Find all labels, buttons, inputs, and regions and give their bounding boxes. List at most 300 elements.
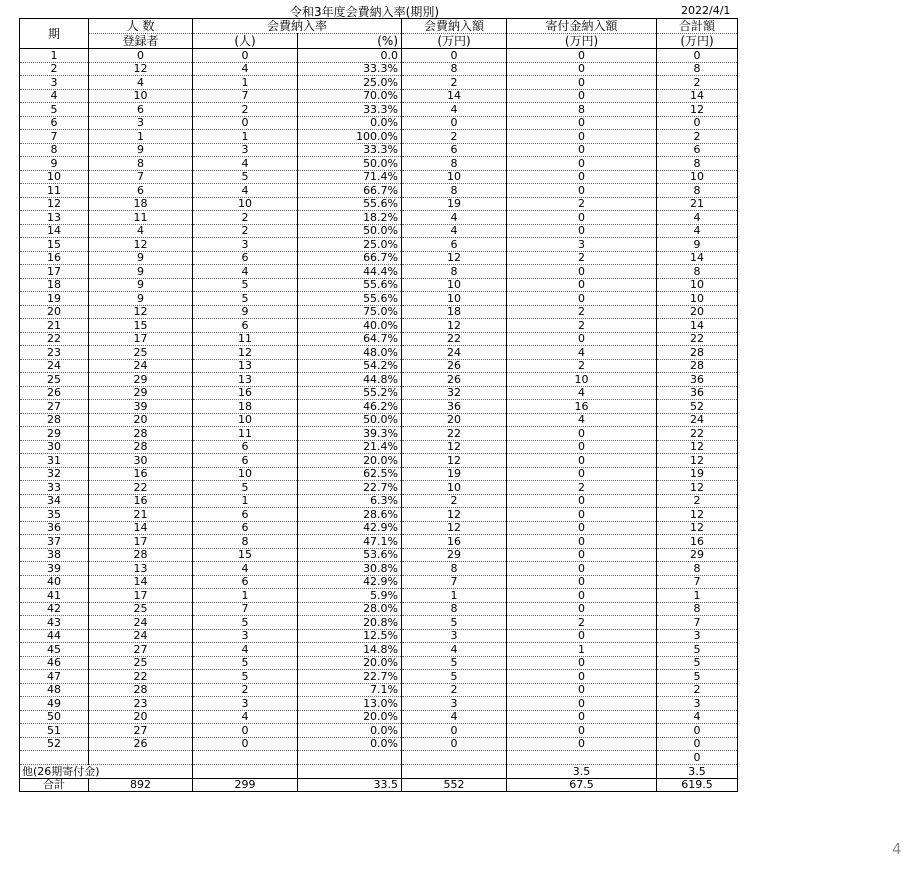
cell-members: 27	[89, 643, 193, 657]
cell-paid: 1	[193, 589, 298, 603]
cell-paid: 1	[193, 130, 298, 144]
cell-total: 5	[657, 643, 738, 657]
cell-paid: 6	[193, 319, 298, 333]
cell-period: 34	[20, 494, 89, 508]
cell-rate: 39.3%	[298, 427, 402, 441]
cell-donation: 0	[507, 184, 657, 198]
cell-fee: 6	[402, 238, 507, 252]
cell-total: 28	[657, 346, 738, 360]
cell-donation: 1	[507, 643, 657, 657]
cell-members: 17	[89, 332, 193, 346]
header-registered: 登録者	[89, 34, 193, 49]
cell-total: 8	[657, 602, 738, 616]
cell-donation: 2	[507, 251, 657, 265]
cell-members: 16	[89, 494, 193, 508]
cell-total: 7	[657, 575, 738, 589]
cell-members: 4	[89, 224, 193, 238]
cell-members: 39	[89, 400, 193, 414]
cell-members: 17	[89, 535, 193, 549]
other-row-total: 3.5	[657, 765, 738, 779]
cell-fee: 1	[402, 589, 507, 603]
cell-rate: 55.6%	[298, 197, 402, 211]
cell-rate: 12.5%	[298, 629, 402, 643]
cell-rate: 53.6%	[298, 548, 402, 562]
cell-rate: 33.3%	[298, 103, 402, 117]
cell-paid: 5	[193, 170, 298, 184]
cell-members: 9	[89, 143, 193, 157]
cell-period: 21	[20, 319, 89, 333]
total-fee: 552	[402, 778, 507, 792]
cell-fee: 19	[402, 197, 507, 211]
cell-total: 52	[657, 400, 738, 414]
cell-rate: 20.0%	[298, 656, 402, 670]
cell-paid: 6	[193, 251, 298, 265]
table-row	[20, 103, 738, 117]
cell-period: 18	[20, 278, 89, 292]
cell-period: 4	[20, 89, 89, 103]
cell-donation: 3	[507, 238, 657, 252]
table-row	[20, 413, 738, 427]
cell-paid: 3	[193, 697, 298, 711]
cell-donation: 0	[507, 427, 657, 441]
cell-paid: 9	[193, 305, 298, 319]
table-row	[20, 602, 738, 616]
cell-members: 9	[89, 292, 193, 306]
cell-rate: 20.0%	[298, 710, 402, 724]
table-row	[20, 265, 738, 279]
cell-fee: 10	[402, 292, 507, 306]
cell-fee: 8	[402, 157, 507, 171]
cell-paid: 10	[193, 413, 298, 427]
table-row	[20, 278, 738, 292]
table-row	[20, 481, 738, 495]
cell-fee: 26	[402, 373, 507, 387]
table-row	[20, 724, 738, 738]
cell-period: 10	[20, 170, 89, 184]
cell-total: 1	[657, 589, 738, 603]
cell-rate: 42.9%	[298, 575, 402, 589]
cell-rate: 22.7%	[298, 670, 402, 684]
cell-donation: 2	[507, 359, 657, 373]
cell-members: 28	[89, 548, 193, 562]
cell-total: 12	[657, 521, 738, 535]
cell-donation: 0	[507, 724, 657, 738]
cell-members: 8	[89, 157, 193, 171]
cell-members: 28	[89, 427, 193, 441]
cell-rate: 22.7%	[298, 481, 402, 495]
cell-fee: 12	[402, 454, 507, 468]
cell-rate: 54.2%	[298, 359, 402, 373]
cell-total: 14	[657, 251, 738, 265]
table-row	[20, 643, 738, 657]
cell-fee: 12	[402, 521, 507, 535]
header-fee-unit: (万円)	[402, 34, 507, 49]
cell-donation: 16	[507, 400, 657, 414]
cell-fee: 5	[402, 656, 507, 670]
cell-period: 17	[20, 265, 89, 279]
cell-fee: 4	[402, 103, 507, 117]
cell-members: 13	[89, 562, 193, 576]
cell-total: 8	[657, 184, 738, 198]
total-row-label: 合計	[20, 778, 89, 792]
table-row	[20, 211, 738, 225]
cell-donation: 0	[507, 494, 657, 508]
cell-paid: 7	[193, 602, 298, 616]
cell-total: 5	[657, 670, 738, 684]
cell-fee: 18	[402, 305, 507, 319]
cell-paid: 6	[193, 440, 298, 454]
table-row	[20, 359, 738, 373]
cell-rate: 21.4%	[298, 440, 402, 454]
cell-paid: 5	[193, 481, 298, 495]
cell-paid: 4	[193, 157, 298, 171]
cell-fee: 3	[402, 697, 507, 711]
table-row	[20, 467, 738, 481]
cell-fee: 8	[402, 602, 507, 616]
cell-members: 7	[89, 170, 193, 184]
cell-donation: 0	[507, 143, 657, 157]
cell-donation: 0	[507, 157, 657, 171]
cell-paid: 11	[193, 332, 298, 346]
table-row	[20, 224, 738, 238]
cell-paid: 5	[193, 670, 298, 684]
cell-period: 41	[20, 589, 89, 603]
cell-donation: 4	[507, 386, 657, 400]
cell-fee: 36	[402, 400, 507, 414]
table-row	[20, 683, 738, 697]
cell-donation: 0	[507, 629, 657, 643]
total-amount: 619.5	[657, 778, 738, 792]
cell-rate: 0.0%	[298, 737, 402, 751]
cell-total: 12	[657, 481, 738, 495]
table-row	[20, 548, 738, 562]
cell-members: 18	[89, 197, 193, 211]
cell-members: 15	[89, 319, 193, 333]
table-row	[20, 49, 738, 63]
header-donation-unit: (万円)	[507, 34, 657, 49]
cell-rate: 25.0%	[298, 76, 402, 90]
cell-paid: 18	[193, 400, 298, 414]
cell-fee: 29	[402, 548, 507, 562]
cell-donation: 8	[507, 103, 657, 117]
cell-donation: 0	[507, 116, 657, 130]
cell-total: 3	[657, 697, 738, 711]
cell-paid: 5	[193, 292, 298, 306]
total-row	[20, 778, 738, 792]
cell-paid: 2	[193, 211, 298, 225]
cell-fee: 0	[402, 724, 507, 738]
cell-total: 9	[657, 238, 738, 252]
cell-donation: 0	[507, 521, 657, 535]
cell-rate: 50.0%	[298, 224, 402, 238]
cell-members: 22	[89, 481, 193, 495]
table-row	[20, 305, 738, 319]
cell-donation: 0	[507, 670, 657, 684]
cell-fee: 4	[402, 211, 507, 225]
cell-donation: 0	[507, 454, 657, 468]
cell-rate: 50.0%	[298, 413, 402, 427]
table-row	[20, 454, 738, 468]
cell-rate: 20.0%	[298, 454, 402, 468]
cell-paid: 3	[193, 238, 298, 252]
cell-donation: 0	[507, 710, 657, 724]
cell-fee: 19	[402, 467, 507, 481]
cell-members: 24	[89, 359, 193, 373]
table-row	[20, 346, 738, 360]
cell-period: 40	[20, 575, 89, 589]
cell-paid: 4	[193, 184, 298, 198]
cell-paid: 8	[193, 535, 298, 549]
cell-rate: 71.4%	[298, 170, 402, 184]
cell-rate: 7.1%	[298, 683, 402, 697]
cell-total: 2	[657, 683, 738, 697]
cell-period: 13	[20, 211, 89, 225]
cell-period: 1	[20, 49, 89, 63]
cell-rate: 44.8%	[298, 373, 402, 387]
cell-period: 46	[20, 656, 89, 670]
cell-total: 36	[657, 386, 738, 400]
table-row	[20, 535, 738, 549]
cell-rate: 0.0%	[298, 116, 402, 130]
cell-paid: 10	[193, 197, 298, 211]
cell-rate: 18.2%	[298, 211, 402, 225]
cell-donation: 0	[507, 62, 657, 76]
cell-donation: 2	[507, 616, 657, 630]
cell-period: 15	[20, 238, 89, 252]
cell-total: 0	[657, 49, 738, 63]
table-row	[20, 386, 738, 400]
cell-paid: 4	[193, 643, 298, 657]
cell-total: 2	[657, 494, 738, 508]
cell-total: 4	[657, 211, 738, 225]
cell-members: 16	[89, 467, 193, 481]
table-row	[20, 238, 738, 252]
cell-donation: 4	[507, 413, 657, 427]
table-row	[20, 251, 738, 265]
cell-members: 23	[89, 697, 193, 711]
cell-members: 14	[89, 575, 193, 589]
cell-paid: 0	[193, 724, 298, 738]
cell-total: 16	[657, 535, 738, 549]
cell-rate: 25.0%	[298, 238, 402, 252]
cell-paid: 5	[193, 278, 298, 292]
cell-total: 10	[657, 170, 738, 184]
cell-period: 26	[20, 386, 89, 400]
table-row	[20, 494, 738, 508]
cell-paid: 2	[193, 683, 298, 697]
cell-members: 17	[89, 589, 193, 603]
cell-fee: 8	[402, 562, 507, 576]
cell-period: 35	[20, 508, 89, 522]
total-donation: 67.5	[507, 778, 657, 792]
cell-fee: 5	[402, 616, 507, 630]
cell-members: 10	[89, 89, 193, 103]
cell-donation: 0	[507, 737, 657, 751]
table-row	[20, 521, 738, 535]
cell-donation: 0	[507, 332, 657, 346]
table-row	[20, 143, 738, 157]
cell-fee: 12	[402, 508, 507, 522]
cell-period: 30	[20, 440, 89, 454]
cell-fee: 32	[402, 386, 507, 400]
cell-members: 28	[89, 683, 193, 697]
cell-rate: 28.0%	[298, 602, 402, 616]
header-donation-amount: 寄付金納入額	[507, 19, 657, 34]
cell-fee: 2	[402, 494, 507, 508]
cell-donation: 0	[507, 602, 657, 616]
cell-fee: 22	[402, 427, 507, 441]
cell-fee: 26	[402, 359, 507, 373]
table-row	[20, 76, 738, 90]
cell-period: 36	[20, 521, 89, 535]
cell-rate: 28.6%	[298, 508, 402, 522]
cell-paid: 13	[193, 373, 298, 387]
cell-rate: 66.7%	[298, 251, 402, 265]
cell-period: 37	[20, 535, 89, 549]
cell-paid: 1	[193, 76, 298, 90]
cell-members: 30	[89, 454, 193, 468]
table-row	[20, 197, 738, 211]
cell-members: 25	[89, 346, 193, 360]
page-title: 令和3年度会費納入率(期別)	[290, 5, 439, 19]
cell-total: 28	[657, 359, 738, 373]
cell-fee: 4	[402, 224, 507, 238]
cell-paid: 4	[193, 710, 298, 724]
cell-paid: 4	[193, 562, 298, 576]
header-period: 期	[20, 19, 89, 49]
cell-paid: 6	[193, 575, 298, 589]
cell-fee: 7	[402, 575, 507, 589]
cell-paid: 12	[193, 346, 298, 360]
cell-period: 51	[20, 724, 89, 738]
cell-rate: 33.3%	[298, 143, 402, 157]
cell-paid: 11	[193, 427, 298, 441]
cell-rate: 55.6%	[298, 292, 402, 306]
table-row	[20, 710, 738, 724]
cell-total: 20	[657, 305, 738, 319]
total-rate: 33.5	[298, 778, 402, 792]
cell-period: 23	[20, 346, 89, 360]
header-percent-unit: (%)	[298, 34, 402, 49]
table-row	[20, 589, 738, 603]
cell-total: 0	[657, 116, 738, 130]
cell-fee: 2	[402, 130, 507, 144]
cell-paid: 10	[193, 467, 298, 481]
table-row	[20, 400, 738, 414]
cell-paid: 2	[193, 103, 298, 117]
header-members: 人 数	[89, 19, 193, 34]
cell-period: 42	[20, 602, 89, 616]
cell-total: 5	[657, 656, 738, 670]
cell-members: 3	[89, 116, 193, 130]
table-row	[20, 616, 738, 630]
cell-donation: 0	[507, 683, 657, 697]
cell-donation: 10	[507, 373, 657, 387]
cell-fee: 4	[402, 710, 507, 724]
cell-fee: 10	[402, 170, 507, 184]
cell-total: 2	[657, 76, 738, 90]
cell-total: 36	[657, 373, 738, 387]
cell-period: 33	[20, 481, 89, 495]
table-row	[20, 629, 738, 643]
cell-rate: 46.2%	[298, 400, 402, 414]
cell-fee: 10	[402, 481, 507, 495]
header-fee-amount: 会費納入額	[402, 19, 507, 34]
cell-members: 25	[89, 602, 193, 616]
cell-period: 14	[20, 224, 89, 238]
cell-period: 49	[20, 697, 89, 711]
table-row	[20, 427, 738, 441]
cell-rate: 75.0%	[298, 305, 402, 319]
table-row	[20, 373, 738, 387]
cell-donation: 0	[507, 211, 657, 225]
cell-fee: 12	[402, 440, 507, 454]
table-row	[20, 170, 738, 184]
cell-rate: 42.9%	[298, 521, 402, 535]
header-total-amount: 合計額	[657, 19, 738, 34]
cell-donation: 0	[507, 589, 657, 603]
table-body	[20, 49, 738, 751]
cell-paid: 4	[193, 62, 298, 76]
cell-total: 19	[657, 467, 738, 481]
cell-paid: 0	[193, 737, 298, 751]
cell-paid: 7	[193, 89, 298, 103]
cell-paid: 13	[193, 359, 298, 373]
cell-members: 0	[89, 49, 193, 63]
cell-total: 22	[657, 427, 738, 441]
cell-donation: 0	[507, 89, 657, 103]
cell-donation: 0	[507, 278, 657, 292]
table-row	[20, 697, 738, 711]
cell-members: 12	[89, 305, 193, 319]
cell-period: 16	[20, 251, 89, 265]
cell-fee: 8	[402, 265, 507, 279]
cell-rate: 20.8%	[298, 616, 402, 630]
cell-rate: 62.5%	[298, 467, 402, 481]
cell-paid: 15	[193, 548, 298, 562]
header-total-unit: (万円)	[657, 34, 738, 49]
table-row	[20, 562, 738, 576]
cell-donation: 0	[507, 467, 657, 481]
cell-total: 10	[657, 292, 738, 306]
cell-rate: 44.4%	[298, 265, 402, 279]
table-row	[20, 157, 738, 171]
cell-total: 0	[657, 724, 738, 738]
cell-rate: 14.8%	[298, 643, 402, 657]
cell-paid: 6	[193, 454, 298, 468]
cell-period: 9	[20, 157, 89, 171]
cell-period: 6	[20, 116, 89, 130]
cell-total: 12	[657, 103, 738, 117]
table-row	[20, 575, 738, 589]
cell-paid: 0	[193, 116, 298, 130]
cell-period: 44	[20, 629, 89, 643]
cell-rate: 40.0%	[298, 319, 402, 333]
cell-total: 2	[657, 130, 738, 144]
cell-donation: 0	[507, 292, 657, 306]
cell-members: 25	[89, 656, 193, 670]
cell-period: 5	[20, 103, 89, 117]
cell-period: 29	[20, 427, 89, 441]
blank-row	[20, 751, 738, 765]
cell-period: 39	[20, 562, 89, 576]
cell-total: 8	[657, 62, 738, 76]
cell-paid: 3	[193, 629, 298, 643]
cell-members: 1	[89, 130, 193, 144]
cell-period: 28	[20, 413, 89, 427]
cell-members: 9	[89, 265, 193, 279]
other-donation-row	[20, 765, 738, 779]
